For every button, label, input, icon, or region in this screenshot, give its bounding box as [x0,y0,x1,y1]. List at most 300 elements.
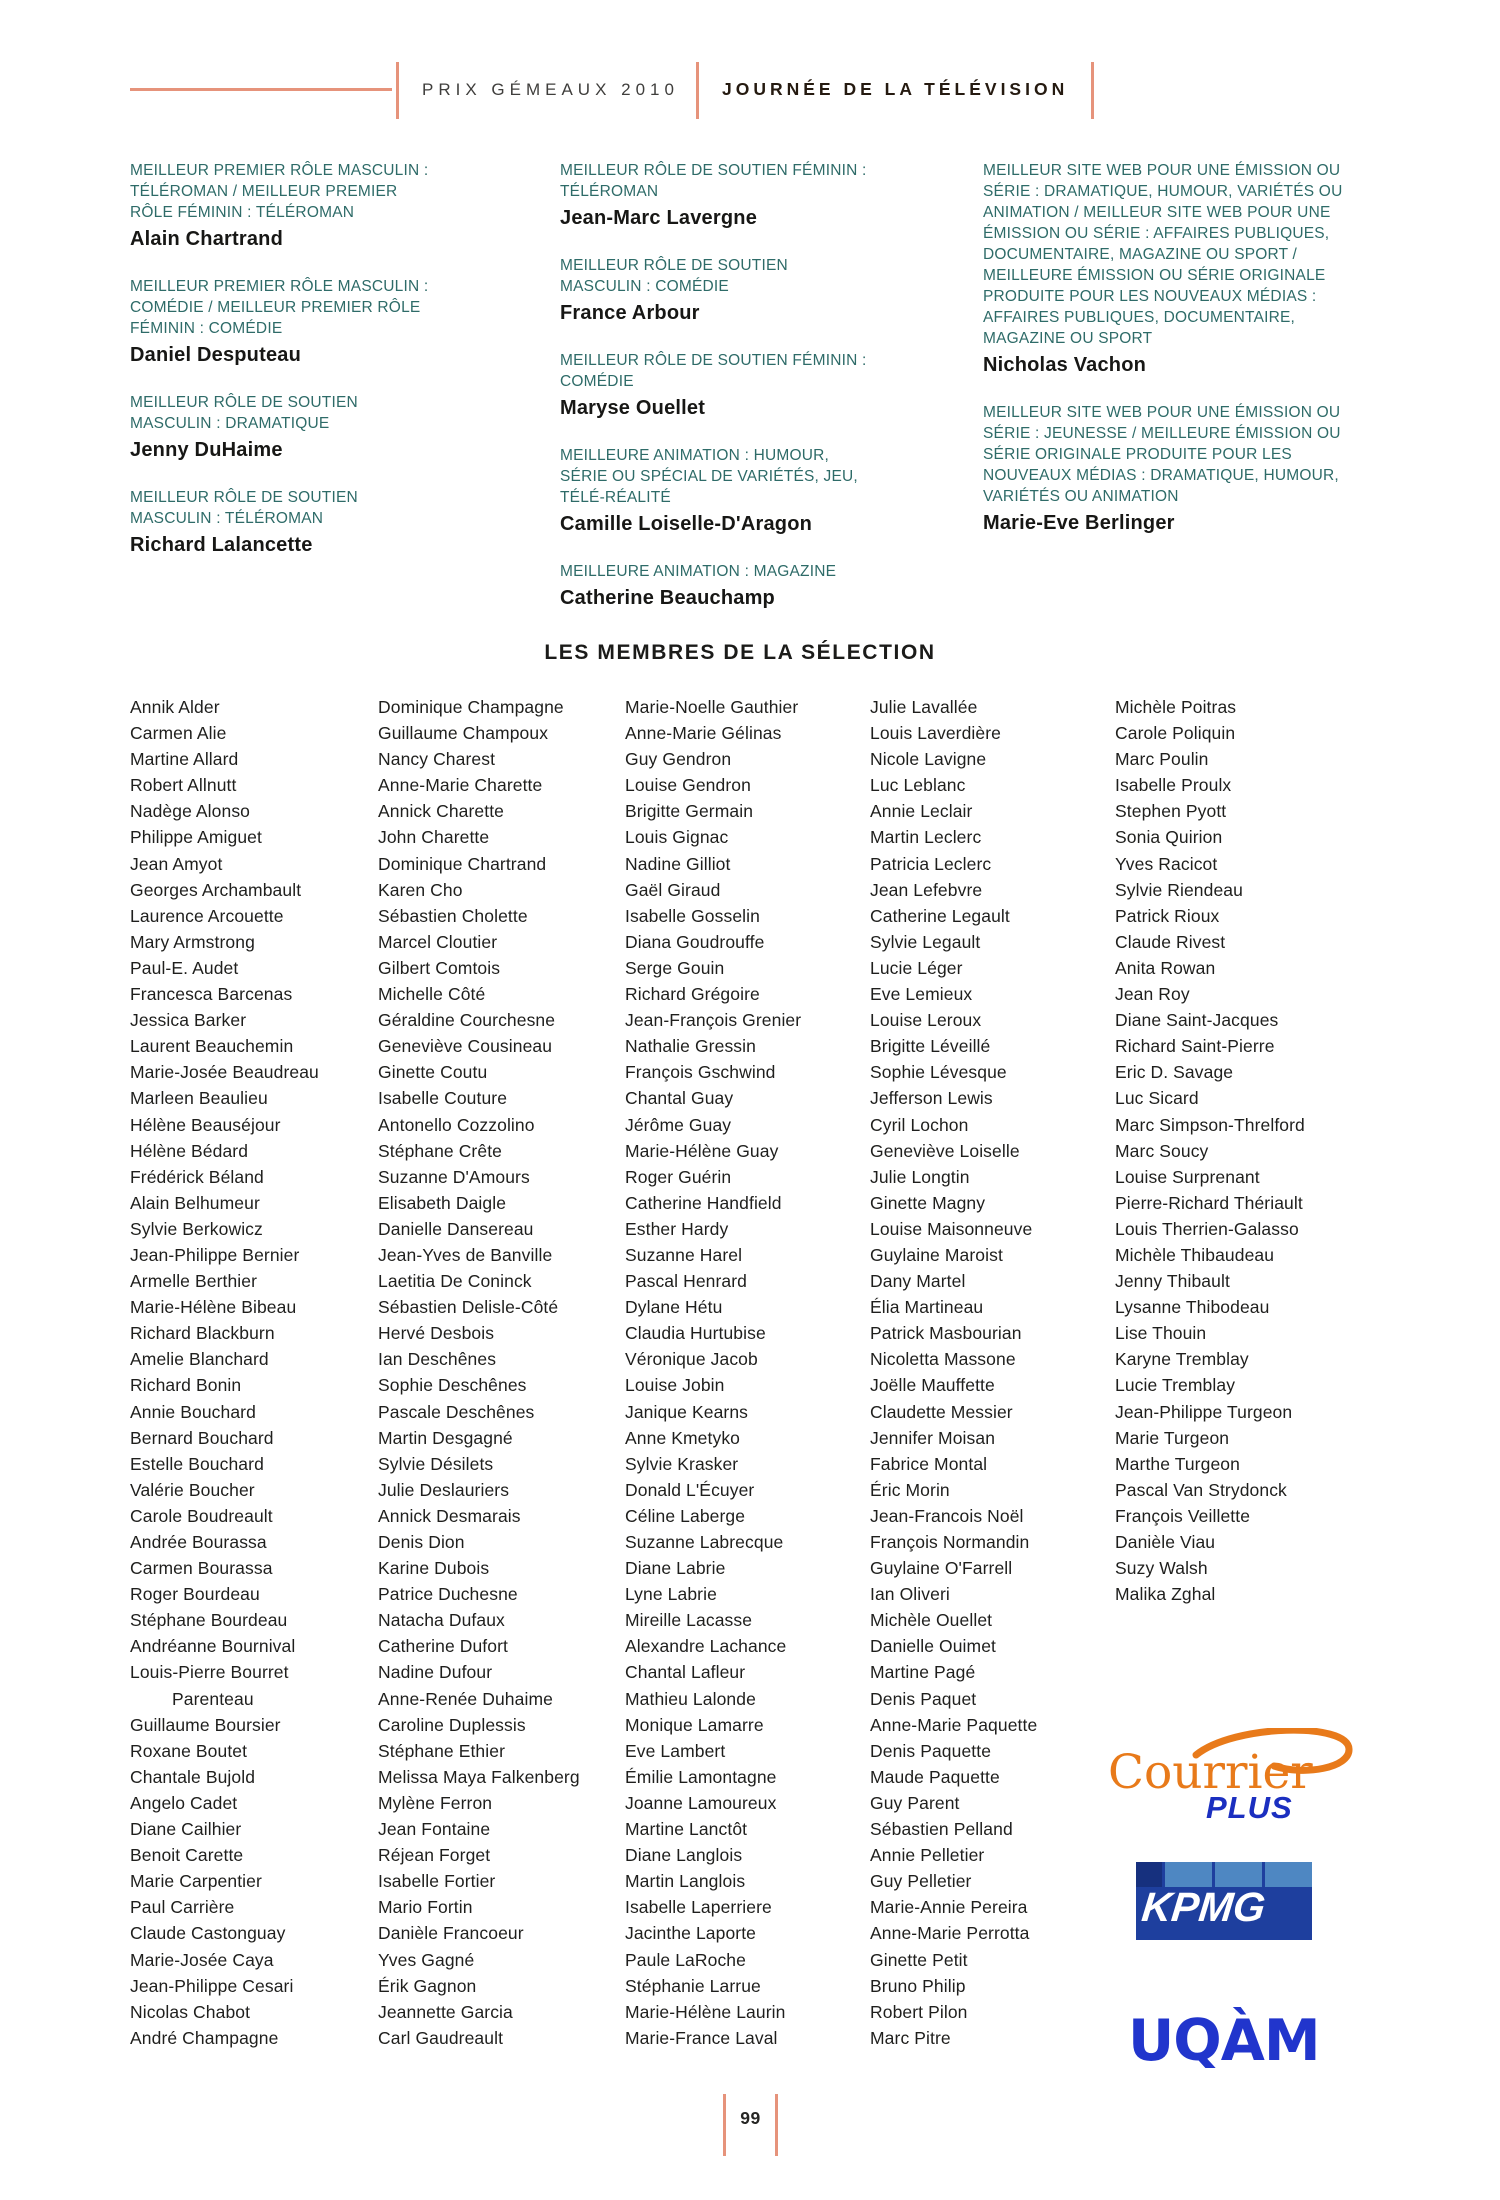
member-name: Jean-Philippe Turgeon [1115,1401,1293,1422]
award-category: MEILLEURE ANIMATION : HUMOUR, SÉRIE OU SPÉCIAL DE VARIÉTÉS, JEU, TÉLÉ-RÉALITÉ [560,447,858,506]
member-name: Paul-E. Audet [130,957,239,978]
award-category: MEILLEUR RÔLE DE SOUTIEN FÉMININ : TÉLÉROMAN [560,162,867,200]
member-name: Stéphane Crête [378,1140,502,1161]
member-name: Martin Leclerc [870,827,982,848]
member-name: Anita Rowan [1115,957,1216,978]
kpmg-band-segment [1265,1862,1312,1887]
member-name: Denis Dion [378,1532,465,1552]
member-name: Carmen Alie [130,723,227,744]
member-name: Lucie Tremblay [1115,1375,1236,1396]
member-name: Danièle Viau [1115,1532,1216,1552]
member-name: Guy Parent [870,1792,960,1813]
courrier-wordmark: Courrier [1108,1745,1313,1800]
member-name: Eve Lambert [625,1740,726,1761]
member-name: Pierre-Richard Thériault [1115,1192,1303,1213]
member-name: Serge Gouin [625,957,725,978]
member-name: Pascale Deschênes [378,1401,535,1422]
member-name: Louise Leroux [870,1010,982,1031]
award-recipient: Maryse Ouellet [560,397,706,419]
member-name: Robert Pilon [870,2001,968,2022]
member-name: Francesca Barcenas [130,984,293,1005]
member-name: Annick Desmarais [378,1505,521,1526]
member-name: François Gschwind [625,1062,776,1083]
member-name: Claudia Hurtubise [625,1323,766,1344]
member-name: Georges Archambault [130,879,302,900]
member-name: Jean-François Grenier [625,1010,802,1031]
member-name: Lise Thouin [1115,1323,1207,1344]
member-name: Pascal Van Strydonck [1115,1479,1287,1500]
member-name: Roxane Boutet [130,1740,248,1761]
member-name: Jennifer Moisan [870,1427,996,1448]
member-name: Mireille Lacasse [625,1610,753,1631]
award-block [560,561,870,610]
member-name: François Normandin [870,1532,1030,1552]
member-name: Brigitte Léveillé [870,1036,991,1057]
member-name: Anne-Marie Paquette [870,1714,1038,1735]
member-name: John Charette [378,827,490,848]
award-block [130,276,435,367]
member-name: Diane Cailhier [130,1819,242,1840]
member-name: André Champagne [130,2027,279,2048]
member-name: Céline Laberge [625,1505,746,1526]
member-name: Michèle Thibaudeau [1115,1244,1275,1265]
footer-rule-right [775,2094,778,2156]
award-category: MEILLEUR SITE WEB POUR UNE ÉMISSION OU SÉRIE : DRAMATIQUE, HUMOUR, VARIÉTÉS OU ANIMATION / MEILLEUR SITE WEB POUR UNE ÉMISSION OU SÉRIE : AFFAIRES PUBLIQUES, DOCUMENTAIRE, MAGAZINE OU SPORT / MEILLEURE ÉMISSION OU SÉRIE ORIGINALE PRODUITE POUR LES NOUVEAUX MÉDIAS : AFFAIRES PUBLIQUES, DOCUMENTAIRE, MAGAZINE OU SPORT [983,162,1343,347]
member-name: Sophie Deschênes [378,1375,527,1396]
member-name: Nancy Charest [378,749,496,770]
member-name: Laetitia De Coninck [378,1271,532,1292]
member-name: Nadine Gilliot [625,853,731,874]
member-name: Gaël Giraud [625,879,721,900]
member-name: Richard Blackburn [130,1323,275,1344]
member-name: Marc Poulin [1115,749,1209,770]
member-name: Jacinthe Laporte [625,1923,756,1944]
member-name: Richard Bonin [130,1375,242,1396]
member-name: Jérôme Guay [625,1114,732,1135]
member-name: Nathalie Gressin [625,1036,756,1057]
member-name: Marthe Turgeon [1115,1453,1240,1474]
member-name: Joëlle Mauffette [870,1375,995,1396]
member-name: Martine Pagé [870,1662,976,1683]
member-name: Jean-Philippe Cesari [130,1975,294,1996]
award-category: MEILLEUR PREMIER RÔLE MASCULIN : COMÉDIE / MEILLEUR PREMIER RÔLE FÉMININ : COMÉDIE [130,278,429,337]
member-name: Carl Gaudreault [378,2027,504,2048]
member-name: Danièle Francoeur [378,1923,524,1944]
member-name: Roger Bourdeau [130,1584,260,1605]
member-name: Marie-Josée Caya [130,1949,274,1970]
member-name: Louis-Pierre Bourret Parenteau [130,1662,289,1709]
member-name: Jean-Yves de Banville [378,1244,553,1265]
award-category: MEILLEUR RÔLE DE SOUTIEN MASCULIN : COMÉDIE [560,257,788,295]
awards-column-2 [560,160,870,635]
member-name: Jeannette Garcia [378,2001,513,2022]
member-name: Diane Langlois [625,1845,743,1866]
member-name: Marie-France Laval [625,2027,778,2048]
member-name: Anne-Marie Gélinas [625,723,782,744]
member-name: Carole Boudreault [130,1505,273,1526]
member-name: Janique Kearns [625,1401,749,1422]
member-name: Dany Martel [870,1271,966,1292]
member-name: Robert Allnutt [130,775,237,796]
selection-title: LES MEMBRES DE LA SÉLECTION [544,641,936,664]
member-name: Patrick Rioux [1115,905,1220,926]
members-column-4 [870,694,1110,2051]
member-name: Chantale Bujold [130,1766,256,1787]
member-name: Dominique Chartrand [378,853,547,874]
award-block [130,160,435,251]
member-name: Jean Fontaine [378,1819,491,1840]
member-name: Nicolas Chabot [130,2001,251,2022]
member-name: Mary Armstrong [130,931,255,952]
member-name: Claude Castonguay [130,1923,286,1944]
member-name: Denis Paquette [870,1740,992,1761]
member-name: Nadège Alonso [130,801,251,822]
member-name: Jean Roy [1115,984,1190,1005]
member-name: Richard Saint-Pierre [1115,1036,1275,1057]
member-name: Marie Carpentier [130,1871,262,1892]
member-name: Claude Rivest [1115,931,1226,952]
award-recipient: Daniel Desputeau [130,344,302,366]
member-name: Diane Labrie [625,1558,726,1579]
member-name: Lucie Léger [870,957,963,978]
award-recipient: Nicholas Vachon [983,354,1147,376]
member-name: Guillaume Boursier [130,1714,281,1735]
member-name: Michèle Ouellet [870,1610,993,1631]
member-name: Dominique Champagne [378,697,564,717]
member-name: Hervé Desbois [378,1323,495,1344]
member-name: Jenny Thibault [1115,1271,1230,1292]
page-header [0,0,1500,130]
header-divider-left [396,62,399,119]
member-name: Catherine Dufort [378,1636,508,1657]
member-name: Hélène Beauséjour [130,1114,281,1135]
member-name: Joanne Lamoureux [625,1792,777,1813]
member-name: Guylaine O'Farrell [870,1558,1013,1579]
member-name: François Veillette [1115,1505,1251,1526]
member-name: Érik Gagnon [378,1975,477,1996]
member-name: Mathieu Lalonde [625,1688,756,1709]
member-name: Julie Deslauriers [378,1479,510,1500]
member-name: Isabelle Fortier [378,1871,496,1892]
member-name: Valérie Boucher [130,1479,255,1500]
member-name: Geneviève Loiselle [870,1140,1020,1161]
member-name: Denis Paquet [870,1688,977,1709]
award-recipient: Jenny DuHaime [130,439,283,461]
member-name: Caroline Duplessis [378,1714,526,1735]
header-divider-middle [696,62,699,119]
member-name: Chantal Lafleur [625,1662,746,1683]
member-name: Nicoletta Massone [870,1349,1016,1370]
member-name: Marie Turgeon [1115,1427,1230,1448]
member-name: Danielle Ouimet [870,1636,996,1657]
member-name: Angelo Cadet [130,1792,238,1813]
award-block [560,350,870,420]
member-name: Monique Lamarre [625,1714,764,1735]
member-name: Paul Carrière [130,1897,235,1918]
member-name: Malika Zghal [1115,1584,1216,1605]
member-name: Marleen Beaulieu [130,1088,268,1109]
member-name: Patrick Masbourian [870,1323,1022,1344]
award-category: MEILLEUR SITE WEB POUR UNE ÉMISSION OU SÉRIE : JEUNESSE / MEILLEURE ÉMISSION OU SÉRIE ORIGINALE PRODUITE POUR LES NOUVEAUX MÉDIAS : DRAMATIQUE, HUMOUR, VARIÉTÉS OU ANIMATION [983,404,1341,505]
member-name: Martin Langlois [625,1871,746,1892]
member-name: Philippe Amiguet [130,827,262,848]
member-name: Antonello Cozzolino [378,1114,535,1135]
member-name: Yves Racicot [1115,853,1218,874]
member-name: Marc Pitre [870,2027,951,2048]
member-name: Annie Pelletier [870,1845,985,1866]
kpmg-wordmark: KPMG [1139,1884,1268,1930]
award-recipient: Catherine Beauchamp [560,587,775,609]
member-name: Sébastien Cholette [378,905,528,926]
member-name: Bernard Bouchard [130,1427,274,1448]
member-name: Annie Bouchard [130,1401,256,1422]
member-name: Marc Soucy [1115,1140,1209,1161]
member-name: Luc Leblanc [870,775,966,796]
member-name: Sébastien Delisle-Côté [378,1297,559,1318]
member-name: Alexandre Lachance [625,1636,787,1657]
member-name: Isabelle Gosselin [625,905,760,926]
member-name: Jessica Barker [130,1010,247,1031]
member-name: Sylvie Riendeau [1115,879,1243,900]
member-name: Sylvie Legault [870,931,981,952]
member-name: Michelle Côté [378,984,486,1005]
member-name: Maude Paquette [870,1766,1000,1787]
award-recipient: Jean-Marc Lavergne [560,207,758,229]
member-name: Annik Alder [130,697,220,717]
award-block [560,160,870,230]
member-name: Yves Gagné [378,1949,475,1970]
member-name: Guy Gendron [625,749,732,770]
member-name: Véronique Jacob [625,1349,758,1370]
member-name: Suzanne D'Amours [378,1166,530,1187]
member-name: Réjean Forget [378,1845,491,1866]
member-name: Karine Dubois [378,1558,490,1579]
member-name: Melissa Maya Falkenberg [378,1766,580,1787]
member-name: Stéphane Bourdeau [130,1610,288,1631]
courrier-plus-logo [1108,1728,1358,1823]
member-name: Louise Jobin [625,1375,725,1396]
member-name: Martin Desgagné [378,1427,513,1448]
uqam-logo: UQÀM [1128,2008,1320,2074]
member-name: Lyne Labrie [625,1584,717,1605]
member-name: Bruno Philip [870,1975,966,1996]
award-recipient: Marie-Eve Berlinger [983,512,1175,534]
member-name: Geneviève Cousineau [378,1036,553,1057]
award-block [983,160,1368,377]
member-name: Andréanne Bournival [130,1636,296,1657]
award-block [560,255,870,325]
member-name: Karyne Tremblay [1115,1349,1249,1370]
member-name: Chantal Guay [625,1088,734,1109]
member-name: Brigitte Germain [625,801,754,822]
members-column-2 [378,694,620,2051]
member-name: Ian Deschênes [378,1349,497,1370]
member-name: Patrice Duchesne [378,1584,518,1605]
courrier-plus-wordmark: PLUS [1206,1790,1293,1823]
member-name: Cyril Lochon [870,1114,969,1135]
member-name: Anne-Marie Perrotta [870,1923,1030,1944]
member-name: Estelle Bouchard [130,1453,264,1474]
member-name: Marie-Noelle Gauthier [625,697,799,717]
member-name: Jean Amyot [130,853,223,874]
member-name: Stéphane Ethier [378,1740,506,1761]
member-name: Anne-Renée Duhaime [378,1688,553,1709]
member-name: Louis Laverdière [870,723,1001,744]
award-category: MEILLEUR RÔLE DE SOUTIEN MASCULIN : TÉLÉROMAN [130,489,358,527]
award-recipient: Richard Lalancette [130,534,313,556]
member-name: Amelie Blanchard [130,1349,269,1370]
member-name: Jean-Philippe Bernier [130,1244,300,1265]
member-name: Louise Surprenant [1115,1166,1260,1187]
member-name: Gilbert Comtois [378,957,501,978]
member-name: Julie Lavallée [870,697,978,717]
member-name: Laurent Beauchemin [130,1036,294,1057]
member-name: Guy Pelletier [870,1871,972,1892]
member-name: Diana Goudrouffe [625,931,765,952]
member-name: Marie-Hélène Bibeau [130,1297,297,1318]
member-name: Nicole Lavigne [870,749,987,770]
awards-column-3 [983,160,1368,560]
kpmg-logo [1136,1862,1312,1940]
member-name: Suzy Walsh [1115,1558,1208,1579]
member-name: Donald L'Écuyer [625,1479,755,1500]
member-name: Catherine Legault [870,905,1010,926]
member-name: Guylaine Maroist [870,1244,1003,1265]
member-name: Isabelle Laperriere [625,1897,772,1918]
member-name: Nadine Dufour [378,1662,493,1683]
header-horizontal-rule [130,88,392,91]
member-name: Ginette Petit [870,1949,968,1970]
member-name: Karen Cho [378,879,463,900]
member-name: Jean-Francois Noël [870,1505,1024,1526]
member-name: Benoit Carette [130,1845,244,1866]
member-name: Frédérick Béland [130,1166,264,1187]
member-name: Martine Lanctôt [625,1819,748,1840]
header-divider-right [1091,62,1094,119]
member-name: Richard Grégoire [625,984,760,1005]
member-name: Anne-Marie Charette [378,775,543,796]
member-name: Martine Allard [130,749,239,770]
member-name: Sophie Lévesque [870,1062,1007,1083]
member-name: Louise Maisonneuve [870,1218,1033,1239]
member-name: Sébastien Pelland [870,1819,1013,1840]
awards-column-1 [130,160,435,582]
member-name: Eric D. Savage [1115,1062,1234,1083]
member-name: Isabelle Couture [378,1088,508,1109]
member-name: Carole Poliquin [1115,723,1236,744]
award-category: MEILLEUR PREMIER RÔLE MASCULIN : TÉLÉROMAN / MEILLEUR PREMIER RÔLE FÉMININ : TÉLÉROMAN [130,162,429,221]
member-name: Patricia Leclerc [870,853,992,874]
member-name: Marie-Hélène Laurin [625,2001,786,2022]
member-name: Roger Guérin [625,1166,732,1187]
member-name: Andrée Bourassa [130,1532,267,1552]
member-name: Dylane Hétu [625,1297,723,1318]
member-name: Louis Therrien-Galasso [1115,1218,1299,1239]
award-block [130,487,435,557]
member-name: Louis Gignac [625,827,729,848]
event-title: PRIX GÉMEAUX 2010 [422,80,679,99]
member-name: Anne Kmetyko [625,1427,741,1448]
member-name: Sonia Quirion [1115,827,1223,848]
member-name: Annie Leclair [870,801,973,822]
member-name: Natacha Dufaux [378,1610,505,1631]
award-category: MEILLEUR RÔLE DE SOUTIEN FÉMININ : COMÉDIE [560,352,867,390]
member-name: Claudette Messier [870,1401,1013,1422]
member-name: Suzanne Harel [625,1244,743,1265]
member-name: Marie-Annie Pereira [870,1897,1028,1918]
member-name: Fabrice Montal [870,1453,988,1474]
courrier-plus-logo-graphic [1108,1728,1358,1823]
member-name: Danielle Dansereau [378,1218,534,1239]
member-name: Marie-Hélène Guay [625,1140,779,1161]
member-name: Louise Gendron [625,775,751,796]
member-name: Stéphanie Larrue [625,1975,761,1996]
member-name: Guillaume Champoux [378,723,549,744]
member-name: Isabelle Proulx [1115,775,1232,796]
member-name: Alain Belhumeur [130,1192,260,1213]
award-recipient: Alain Chartrand [130,228,284,250]
member-name: Diane Saint-Jacques [1115,1010,1279,1031]
page-number: 99 [740,2108,761,2128]
member-name: Armelle Berthier [130,1271,258,1292]
member-name: Éric Morin [870,1479,950,1500]
member-name: Sylvie Berkowicz [130,1218,263,1239]
member-name: Stephen Pyott [1115,801,1227,822]
members-column-1 [130,694,372,2051]
member-name: Catherine Handfield [625,1192,782,1213]
member-name: Laurence Arcouette [130,905,284,926]
member-name: Géraldine Courchesne [378,1010,556,1031]
member-name: Hélène Bédard [130,1140,249,1161]
award-block [560,445,870,536]
award-block [983,402,1368,535]
member-name: Jefferson Lewis [870,1088,993,1109]
member-name: Marc Simpson-Threlford [1115,1114,1305,1135]
member-name: Mylène Ferron [378,1792,493,1813]
award-category: MEILLEUR RÔLE DE SOUTIEN MASCULIN : DRAMATIQUE [130,394,358,432]
member-name: Pascal Henrard [625,1271,748,1292]
member-name: Jean Lefebvre [870,879,983,900]
member-name: Marie-Josée Beaudreau [130,1062,319,1083]
member-name: Elisabeth Daigle [378,1192,507,1213]
member-name: Marcel Cloutier [378,931,498,952]
member-name: Élia Martineau [870,1297,984,1318]
member-name: Lysanne Thibodeau [1115,1297,1270,1318]
member-name: Sylvie Krasker [625,1453,739,1474]
member-name: Eve Lemieux [870,984,973,1005]
member-name: Esther Hardy [625,1218,729,1239]
member-name: Mario Fortin [378,1897,473,1918]
member-name: Suzanne Labrecque [625,1532,784,1552]
award-recipient: France Arbour [560,302,700,324]
members-column-5 [1115,694,1373,1607]
award-category: MEILLEURE ANIMATION : MAGAZINE [560,563,837,580]
member-name: Luc Sicard [1115,1088,1199,1109]
award-block [130,392,435,462]
member-name: Julie Longtin [870,1166,970,1187]
member-name: Annick Charette [378,801,505,822]
section-title: JOURNÉE DE LA TÉLÉVISION [722,79,1069,99]
member-name: Sylvie Désilets [378,1453,494,1474]
member-name: Émilie Lamontagne [625,1766,777,1787]
award-recipient: Camille Loiselle-D'Aragon [560,513,813,535]
member-name: Michèle Poitras [1115,697,1237,717]
member-name: Ginette Coutu [378,1062,488,1083]
members-column-3 [625,694,865,2051]
member-name: Carmen Bourassa [130,1558,273,1579]
member-name: Paule LaRoche [625,1949,746,1970]
member-name: Ginette Magny [870,1192,986,1213]
